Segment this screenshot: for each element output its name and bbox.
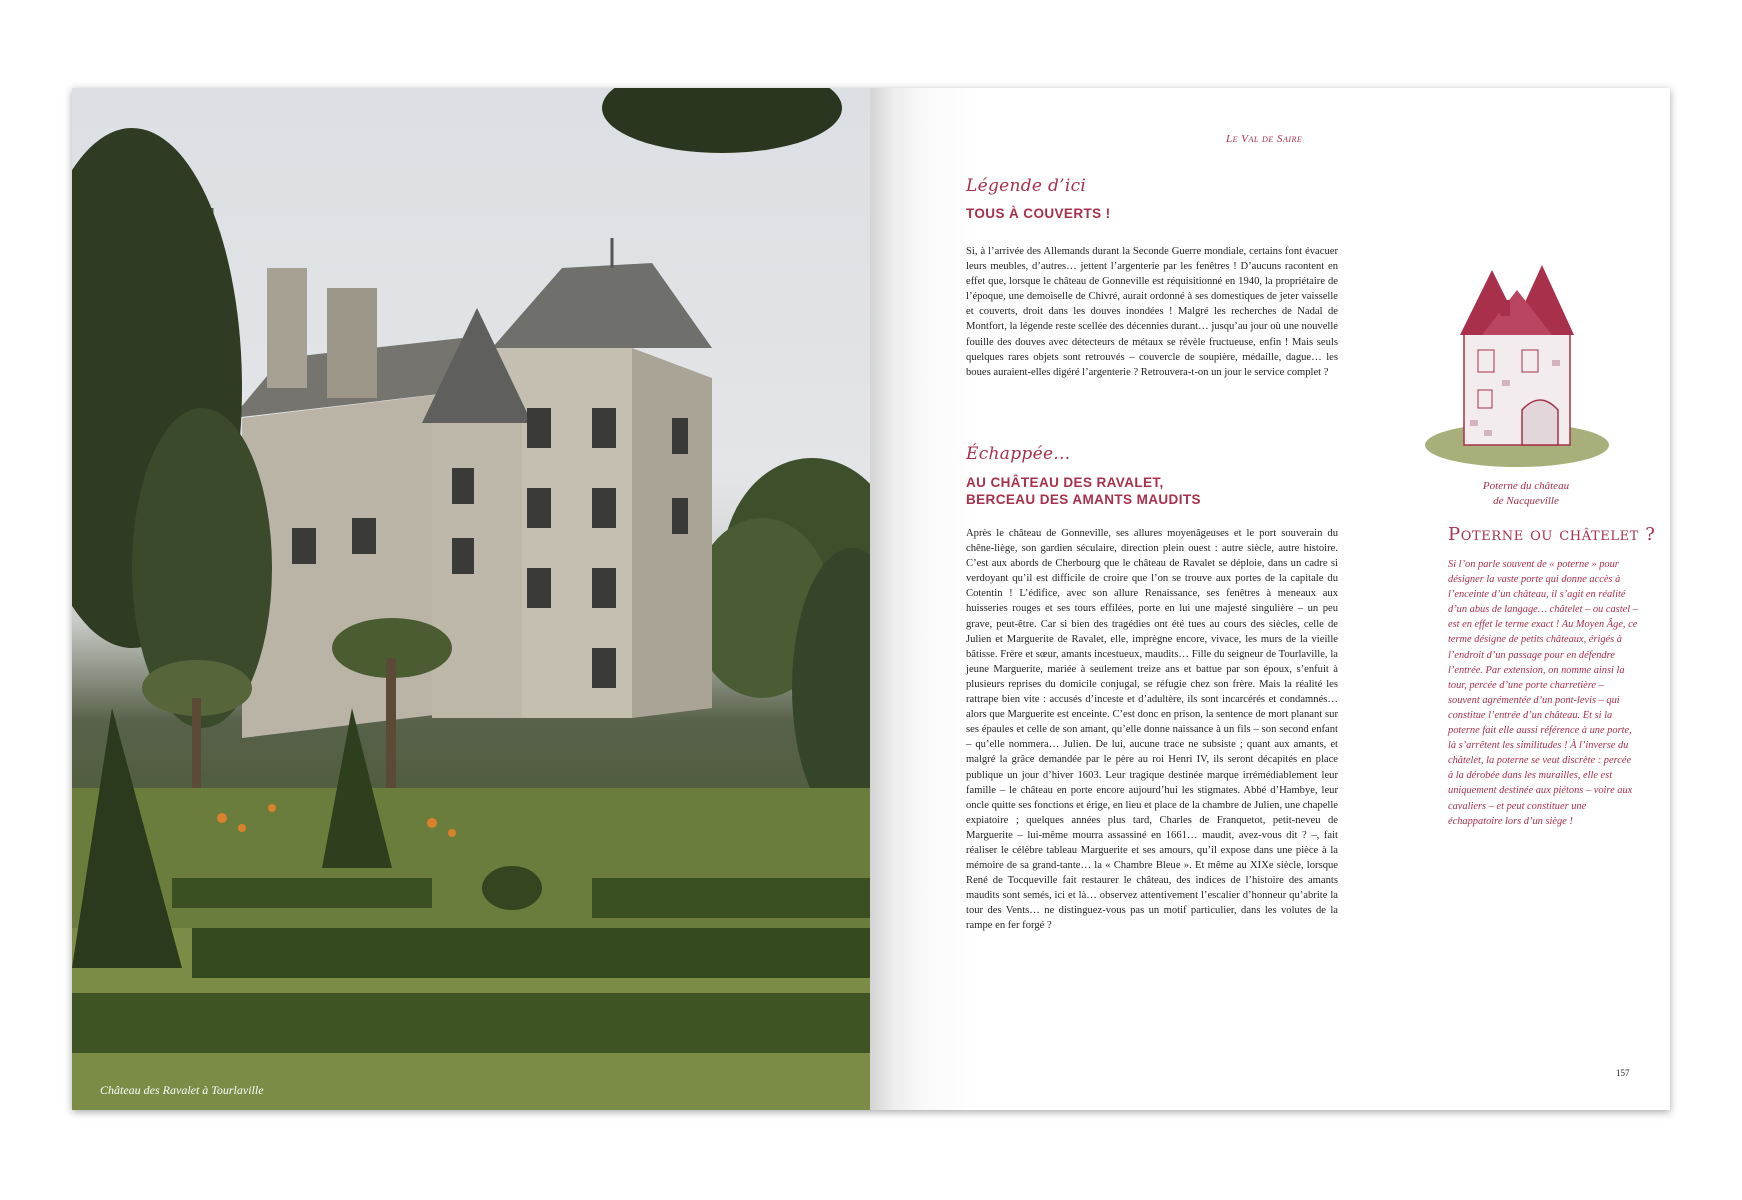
chateau-photo [72,88,870,1110]
legende-title: TOUS À COUVERTS ! [966,206,1111,221]
echappee-label: Échappée… [966,444,1071,464]
running-head: Le Val de Saire [1226,133,1303,145]
right-page [870,88,1670,1110]
chateau-photo-illustration [72,88,870,1110]
photo-caption: Château des Ravalet à Tourlaville [100,1083,264,1097]
legende-label: Légende d’ici [966,176,1087,196]
illustration-caption-line2: de Nacqueville [1493,495,1559,507]
illustration-caption-line1: Poterne du château [1482,480,1570,492]
echappee-text: Après le château de Gonneville, ses allures moyenâgeuses et le port souverain du chêne-liège, son gardien séculaire, direction plein ouest : autre siècle, autre histoire. C’est aux abords de Cherbourg que le château de Ravalet se déploie, dans un cadre si verdoyant qu’il est difficile de croire que l’on se trouve aux portes de la capitale du Cotentin ! L’édifice, avec son allure Renaissance, ses fenêtres à meneaux aux huisseries rouges et ses tours effilées, porte en lui une majesté singulière – un peu grave, peut-être. Car si bien des tragédies ont été tues au cours des siècles, celle de Julien et Marguerite de Ravalet, elle, imprègne encore, vivace, les murs de la vieille bâtisse. Frère et sœur, amants incestueux, maudits… Fille du seigneur de Tourlaville, la jeune Marguerite, mariée à seulement treize ans et battue par son époux, s’enfuit à plusieurs reprises du domicile conjugal, se réfugie chez son frère. Mais la réalité les rattrape bien vite : accusés d’inceste et d’adultère, ils sont incarcérés et condamnés… alors que Marguerite est enceinte. C’est donc en prison, la sentence de mort planant sur ses épaules et celle de son amant, qu’elle donne naissance à un fils – son second enfant – qu’elle nommera… Julien. De lui, aucune trace ne subsiste ; quant aux amants, et malgré la grâce demandée par le père au roi Henri IV, ils seront décapités en place publique un jour d’hiver 1603. Leur tragique destinée marque irrémédiablement leur famille – le château en porte encore aujourd’hui les stigmates. Abbé d’Hambye, leur oncle quitte ses fonctions et érige, en lieu et place de la chambre de Julien, une chapelle expiatoire ; quelques années plus tard, Charles de Franquetot, petit-neveu de Marguerite – lui-même mourra assassiné en 1661… maudit, avez-vous dit ? –, fait réaliser le célèbre tableau Marguerite et ses amours, qu’il expose dans une pièce à la mémoire de sa grand-tante… la « Chambre Bleue ». Et même au XIXe siècle, lorsque René de Tocqueville fait restaurer le château, des indices de l’histoire des amants maudits sont semés, ici et là… observez attentivement l’escalier d’honneur qu’abrite la tour des Vents… ne distinguez-vous pas un motif particulier, dans les volutes de la rampe en fer forgé ? [966,528,1338,932]
sidebar-title: Poterne ou châtelet ? [1448,524,1656,545]
echappee-title-line2: BERCEAU DES AMANTS MAUDITS [966,492,1201,507]
poterne-illustration [1422,260,1612,470]
legende-text: Si, à l’arrivée des Allemands durant la Seconde Guerre mondiale, certains font évacuer leurs meubles, d’autres… jettent l’argenterie par les fenêtres ! D’aucuns racontent en effet que, lorsque le château de Gonneville est réquisitionné en 1940, la propriétaire de l’époque, une demoiselle de Chivré, aurait ordonné à ses domestiques de jeter vaisselle et couverts, droit dans les douves inondées ! Malgré les recherches de Nadal de Montfort, la légende reste scellée des décennies durant… jusqu’au jour où une nouvelle fouille des douves avec détecteurs de métaux se révèle fructueuse, enfin ! Mais seuls quelques rares objets sont retrouvés – couvercle de soupière, médaille, dague… les boues auraient-elles digéré l’argenterie ? Retrouvera-t-on un jour le service complet ? [966,246,1338,378]
page-number: 157 [1616,1068,1630,1078]
echappee-title-line1: AU CHÂTEAU DES RAVALET, [966,475,1164,490]
magazine-spread [72,88,1670,1110]
illustration-caption [1466,479,1586,509]
sidebar-text: Si l’on parle souvent de « poterne » pour désigner la vaste porte qui donne accès à l’enceinte d’un château, il s’agit en réalité d’un abus de langage… châtelet – ou castel – est en effet le terme exact ! Au Moyen Âge, ce terme désigne de petits châteaux, érigés à l’endroit d’un passage pour en défendre l’entrée. Par extension, on nomme ainsi la tour, percée d’une porte charretière – souvent agrémentée d’un pont-levis – qui constitue l’entrée d’un château. Et si la poterne fait elle aussi référence à une porte, là s’arrêtent les similitudes ! À l’inverse du châtelet, la poterne se veut discrète : percée à la dérobée dans les murailles, elle est uniquement destinée aux piétons – voire aux cavaliers – et peut constituer une échappatoire lors d’un siège ! [1448,559,1638,827]
